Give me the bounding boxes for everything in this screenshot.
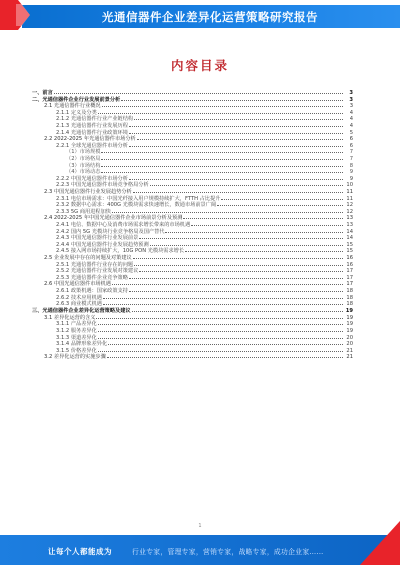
toc-entry-label: 3.1.5 价格差异化: [56, 347, 97, 354]
toc-entry[interactable]: [32, 201, 353, 208]
toc-entry[interactable]: [32, 346, 353, 353]
toc-entry-label: （2）市场格局: [66, 156, 101, 163]
toc-entry-label: 2.2.3 中国光通信器件市场竞争格局分析: [56, 182, 149, 189]
toc-entry[interactable]: [32, 214, 353, 221]
toc-entry[interactable]: [32, 247, 353, 254]
toc-entry-label: （4）市场动态: [66, 169, 101, 176]
toc-entry-page: 3: [349, 89, 353, 96]
toc-entry[interactable]: [32, 220, 353, 227]
toc-leader-dots: [129, 174, 343, 180]
toc-entry-page: 18: [346, 287, 353, 294]
toc-entry-label: 2.3.3 5G 商用进程加快: [56, 208, 111, 215]
toc-entry-label: 3.1 差异化运营的含义: [44, 314, 96, 321]
toc-leader-dots: [185, 247, 343, 253]
toc-entry[interactable]: [32, 194, 353, 201]
toc-entry-page: 3: [349, 96, 353, 103]
toc-entry-page: 13: [346, 221, 353, 228]
toc-entry-label: 2.6.1 政策机遇：国家政策支持: [56, 287, 128, 294]
toc-heading: 内容目录: [170, 58, 229, 73]
toc-entry-page: 4: [349, 116, 353, 123]
toc-leader-dots: [134, 115, 343, 121]
toc-entry-page: 19: [346, 321, 353, 328]
toc-leader-dots: [98, 346, 343, 352]
toc-entry-label: 2.2.2 中国光通信器件市场分析: [56, 175, 128, 182]
footer-tagline: 行业专家，管理专家，营销专家，战略专家，成功企业家……: [132, 548, 324, 556]
toc-entry-label: 2.1.2 光通信器件行业产业链结构: [56, 116, 134, 123]
toc-leader-dots: [217, 201, 343, 207]
toc-entry-label: 3.2 差异化运营的实施步骤: [44, 354, 106, 361]
toc-leader-dots: [107, 353, 343, 359]
toc-entry[interactable]: [32, 340, 353, 347]
toc-entry[interactable]: [32, 313, 353, 320]
toc-entry[interactable]: [32, 293, 353, 300]
toc-entry[interactable]: [32, 333, 353, 340]
toc-entry-label: 三、光通信器件企业差异化运营策略及建议: [32, 308, 131, 315]
toc-entry-label: 二、光通信器件企业行业发展前景分析: [32, 96, 121, 103]
toc-entry[interactable]: [32, 353, 353, 360]
toc-entry[interactable]: [32, 102, 353, 109]
toc-leader-dots: [54, 88, 343, 94]
toc-leader-dots: [129, 273, 343, 279]
toc-entry-label: 2.3.2 数据中心需求：400G 光模块需求快速增长，数通市场前景广阔: [56, 202, 217, 209]
toc-entry[interactable]: [32, 300, 353, 307]
toc-leader-dots: [129, 286, 343, 292]
toc-leader-dots: [139, 267, 343, 273]
toc-entry[interactable]: [32, 253, 353, 260]
toc-leader-dots: [183, 214, 343, 220]
toc-leader-dots: [98, 333, 343, 339]
toc-leader-dots: [96, 313, 343, 319]
toc-entry-label: （3）市场结构: [66, 162, 101, 169]
toc-leader-dots: [98, 326, 343, 332]
toc-entry-page: 21: [346, 347, 353, 354]
toc-leader-dots: [165, 227, 343, 233]
toc-entry-label: 2.4.3 中国光通信器件行业发展前景: [56, 235, 139, 242]
toc-entry[interactable]: [32, 168, 353, 175]
toc-entry[interactable]: [32, 95, 353, 102]
toc-entry[interactable]: [32, 273, 353, 280]
toc-entry-page: 17: [346, 281, 353, 288]
toc-leader-dots: [129, 121, 343, 127]
toc-entry-label: 2.5 企业发展中存在的问题及对策建议: [44, 254, 132, 261]
toc-entry-page: 20: [346, 341, 353, 348]
toc-leader-dots: [98, 108, 343, 114]
toc-entry-page: 13: [346, 215, 353, 222]
toc-entry-page: 16: [346, 254, 353, 261]
toc-entry-label: 2.4.1 电信、数据中心及消费市场需求增长带来的市场机遇: [56, 221, 191, 228]
toc-entry-label: 3.1.1 产品差异化: [56, 321, 97, 328]
toc-entry-label: 3.1.3 渠道差异化: [56, 334, 97, 341]
toc-entry-label: 2.1 光通信器件行业概况: [44, 103, 101, 110]
toc-entry[interactable]: [32, 227, 353, 234]
toc-entry-page: 14: [346, 228, 353, 235]
toc-entry[interactable]: [32, 267, 353, 274]
toc-leader-dots: [108, 340, 343, 346]
toc-leader-dots: [150, 240, 343, 246]
toc-leader-dots: [101, 148, 343, 154]
toc-entry[interactable]: [32, 240, 353, 247]
toc-entry-label: 2.4.4 中国光通信器件行业发展趋势预测: [56, 241, 149, 248]
toc-entry-label: 2.6 中国光通信器件市场机遇: [44, 281, 111, 288]
toc-entry-page: 12: [346, 208, 353, 215]
toc-entry-page: 17: [346, 268, 353, 275]
toc-entry-label: 2.4.5 接入网市场持续扩大，10G PON 光模块需求增长: [56, 248, 185, 255]
toc-entry[interactable]: [32, 108, 353, 115]
toc-entry-page: 19: [345, 308, 353, 315]
toc-entry-page: 18: [346, 301, 353, 308]
toc-leader-dots: [191, 220, 343, 226]
toc-leader-dots: [221, 194, 343, 200]
toc-entry[interactable]: [32, 320, 353, 327]
toc-entry-label: 2.4 2022-2025 年中国光通信器件企业市场前景分析及预测: [44, 215, 183, 222]
toc-entry-page: 17: [346, 274, 353, 281]
toc-leader-dots: [101, 168, 343, 174]
toc-leader-dots: [134, 260, 343, 266]
toc-entry-label: 2.5.3 光通信器件企业竞争策略: [56, 274, 128, 281]
toc-entry-label: 2.4.2 国内 5G 光模块行业竞争格局及国产替代: [56, 228, 165, 235]
toc-leader-dots: [139, 234, 343, 240]
toc-entry-label: 2.1.1 定义及分类: [56, 109, 97, 116]
toc-entry-label: 3.1.4 品牌形象差异化: [56, 341, 108, 348]
toc-leader-dots: [112, 207, 343, 213]
toc-entry-page: 10: [346, 182, 353, 189]
toc-entry-page: 6: [349, 142, 353, 149]
toc-entry[interactable]: [32, 128, 353, 135]
toc-entry-page: 9: [349, 169, 353, 176]
toc-entry[interactable]: [32, 174, 353, 181]
toc-entry-page: 20: [346, 334, 353, 341]
toc-entry-label: 2.1.3 光通信器件行业发展历程: [56, 123, 128, 130]
toc-entry[interactable]: [32, 121, 353, 128]
toc-leader-dots: [129, 141, 343, 147]
toc-entry-page: 11: [346, 195, 353, 202]
toc-entry[interactable]: [32, 154, 353, 161]
toc-entry-page: 11: [346, 189, 353, 195]
footer-slogan: 让每个人都能成为: [48, 547, 112, 556]
toc-entry[interactable]: [32, 141, 353, 148]
toc-entry-label: 3.1.2 服务差异化: [56, 327, 97, 334]
toc-entry[interactable]: [32, 187, 353, 194]
toc-entry[interactable]: [32, 307, 353, 314]
toc-entry[interactable]: [32, 88, 353, 95]
toc-entry[interactable]: [32, 161, 353, 168]
toc-entry-page: 15: [346, 248, 353, 255]
toc-entry-label: 2.3.1 电信市场需求：中国光纤接入用户规模持续扩大，FTTH 占比提升: [56, 195, 221, 202]
toc-leader-dots: [112, 280, 343, 286]
toc-entry-page: 5: [349, 129, 353, 136]
toc-leader-dots: [98, 320, 343, 326]
toc-entry-label: （1）市场规模: [66, 149, 101, 156]
toc-entry-page: 8: [349, 162, 353, 169]
toc-entry-label: 2.5.2 光通信器件行业发展对策建议: [56, 268, 139, 275]
toc-entry[interactable]: [32, 148, 353, 155]
toc-entry[interactable]: [32, 234, 353, 241]
toc-entry-page: 7: [349, 156, 353, 163]
toc-entry-page: 9: [349, 175, 353, 182]
toc-leader-dots: [101, 161, 343, 167]
toc-entry-label: 2.6.2 技术应用机遇: [56, 294, 102, 301]
toc-entry-page: 3: [349, 103, 353, 110]
toc-leader-dots: [137, 135, 343, 141]
toc-entry[interactable]: [32, 207, 353, 214]
toc-entry-label: 2.5.1 光通信器件行业存在的问题: [56, 261, 134, 268]
toc-entry-page: 4: [349, 123, 353, 130]
toc-leader-dots: [103, 300, 343, 306]
toc-entry-page: 19: [346, 314, 353, 321]
toc-entry-page: 16: [346, 261, 353, 268]
toc-leader-dots: [132, 307, 343, 313]
toc-leader-dots: [121, 95, 343, 101]
toc-entry[interactable]: [32, 135, 353, 142]
toc-leader-dots: [103, 293, 343, 299]
toc-entry[interactable]: [32, 286, 353, 293]
toc-entry-page: 19: [346, 327, 353, 334]
toc-entry-label: 2.2 2022-2025 年光通信器件市场分析: [44, 136, 136, 143]
header-banner: [0, 0, 400, 30]
toc-entry-label: 2.3 中国光通信器件行业发展趋势分析: [44, 189, 132, 195]
toc-leader-dots: [102, 102, 343, 108]
toc-entry-page: 18: [346, 294, 353, 301]
toc-entry-page: 4: [349, 109, 353, 116]
toc-leader-dots: [101, 154, 343, 160]
toc-entry[interactable]: [32, 326, 353, 333]
toc-leader-dots: [150, 181, 343, 187]
toc-entry-page: 15: [346, 241, 353, 248]
toc-entry[interactable]: [32, 181, 353, 188]
toc-entry-page: 14: [346, 235, 353, 242]
toc-entry-label: 一、前言: [32, 89, 53, 96]
toc-entry-page: 21: [346, 354, 353, 361]
toc-leader-dots: [133, 187, 343, 193]
toc-leader-dots: [133, 253, 343, 259]
toc-entry-page: 12: [346, 202, 353, 209]
report-title: 光通信器件企业差异化运营策略研究报告: [102, 10, 318, 24]
toc-entry[interactable]: [32, 280, 353, 287]
toc-entry-label: 2.6.3 商业模式机遇: [56, 301, 102, 308]
toc-entry-page: 6: [349, 136, 353, 143]
table-of-contents: [32, 88, 353, 359]
toc-entry[interactable]: [32, 115, 353, 122]
footer-banner: [0, 535, 400, 565]
page-number: 1: [198, 523, 202, 529]
toc-entry[interactable]: [32, 260, 353, 267]
toc-leader-dots: [129, 128, 343, 134]
toc-entry-label: 2.1.4 光通信器件行业政策环境: [56, 129, 128, 136]
toc-entry-label: 2.2.1 全球光通信器件市场分析: [56, 142, 128, 149]
toc-entry-page: 7: [349, 149, 353, 156]
